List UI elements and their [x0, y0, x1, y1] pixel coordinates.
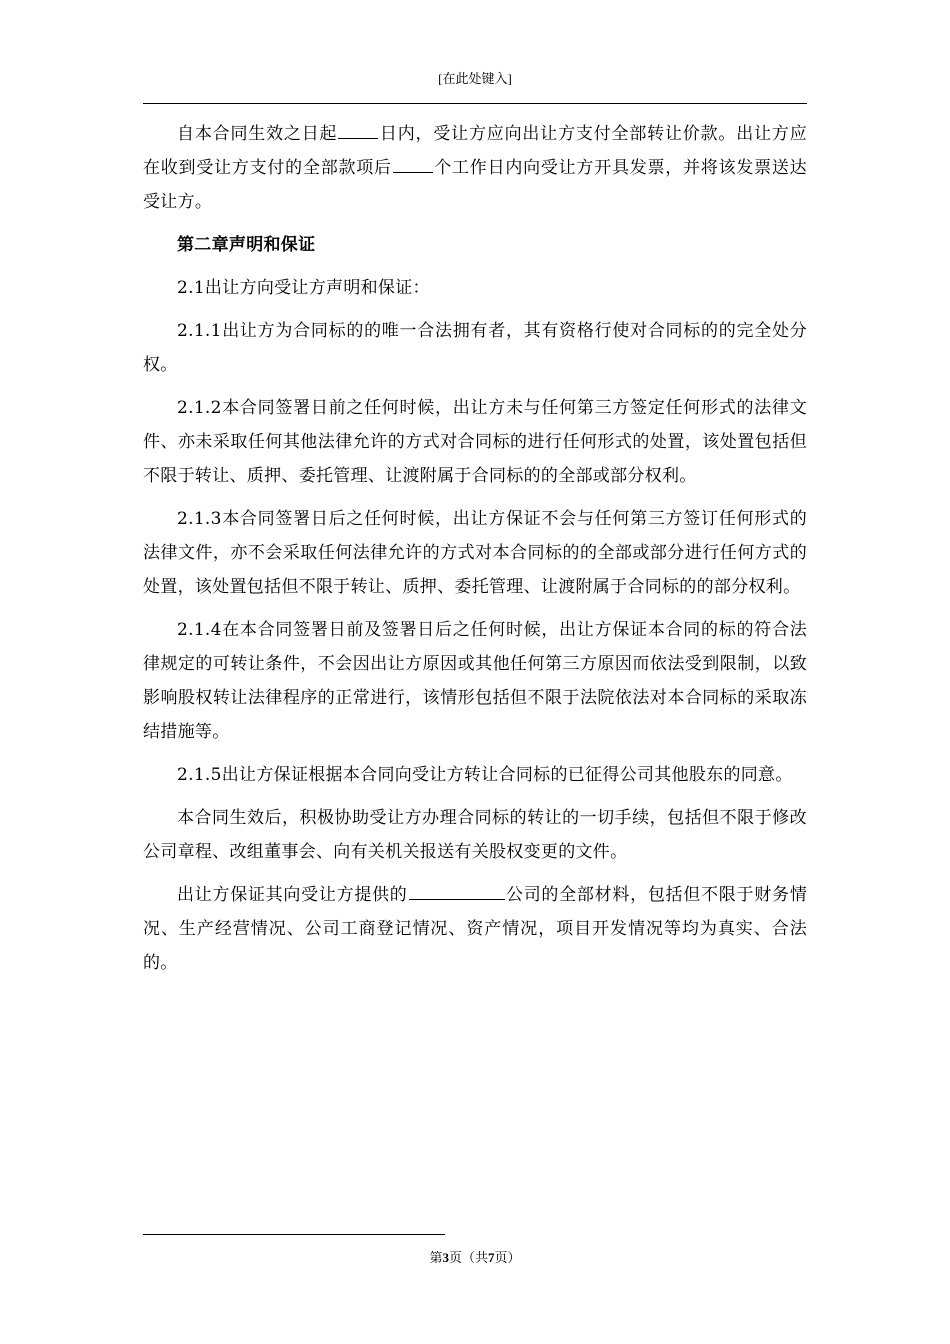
clause-2-1-5: 2.1.5出让方保证根据本合同向受让方转让合同标的已征得公司其他股东的同意。 — [177, 765, 793, 785]
paragraph-text: 出让方保证其向受让方提供的 — [177, 885, 408, 905]
blank-workdays — [393, 152, 433, 173]
clause-2-1-4: 2.1.4在本合同签署日前及签署日后之任何时候，出让方保证本合同的标的符合法律规定的可转让条件，不会因出让方原因或其他任何第三方原因而依法受到限制，以致影响股权转让法律程序的正常进行，该情形包括但不限于法院依法对本合同标的采取冻结措施等。 — [143, 620, 807, 742]
clause-2-1-1: 2.1.1出让方为合同标的的唯一合法拥有者，其有资格行使对合同标的的完全处分权。 — [143, 321, 807, 375]
header-divider — [143, 103, 807, 104]
page-header: [在此处键入] — [438, 71, 512, 86]
blank-days — [338, 118, 378, 139]
page-number: 3 — [442, 1250, 449, 1265]
paragraph-materials — [143, 878, 807, 980]
paragraph-text: 个工作日内向受让方开具发票，并将该发票送达受让方。 — [143, 158, 807, 212]
blank-company — [409, 879, 505, 900]
paragraph-payment — [143, 117, 807, 219]
paragraph-assistance: 本合同生效后，积极协助受让方办理合同标的转让的一切手续，包括但不限于修改公司章程、改组董事会、向有关机关报送有关股权变更的文件。 — [143, 808, 807, 862]
paragraph-text: 公司的全部材料，包括但不限于财务情况、生产经营情况、公司工商登记情况、资产情况，项目开发情况等均为真实、合法的。 — [143, 885, 807, 973]
footer-divider — [143, 1234, 445, 1235]
footer-suffix: 页） — [494, 1250, 521, 1265]
footer-mid: 页（共 — [448, 1250, 488, 1265]
clause-2-1-3: 2.1.3本合同签署日后之任何时候，出让方保证不会与任何第三方签订任何形式的法律文件，亦不会采取任何法律允许的方式对本合同标的的全部或部分进行任何方式的处置，该处置包括但不限于转让、质押、委托管理、让渡附属于合同标的的部分权利。 — [143, 509, 807, 597]
page-footer — [0, 1247, 950, 1266]
paragraph-text: 日内，受让方应向出让方支付全部转让价款。出让方应在收到受让方支付的全部款项后 — [143, 124, 808, 178]
chapter-heading: 第二章声明和保证 — [177, 235, 316, 255]
clause-2-1-2: 2.1.2本合同签署日前之任何时候，出让方未与任何第三方签定任何形式的法律文件、亦未采取任何其他法律允许的方式对合同标的进行任何形式的处置，该处置包括但不限于转让、质押、委托管理、让渡附属于合同标的的全部或部分权利。 — [143, 398, 807, 486]
paragraph-text: 自本合同生效之日起 — [177, 124, 338, 144]
clause-2-1: 2.1出让方向受让方声明和保证： — [177, 278, 430, 298]
document-body — [143, 117, 807, 989]
footer-prefix: 第 — [429, 1250, 443, 1265]
page-total: 7 — [488, 1250, 495, 1265]
